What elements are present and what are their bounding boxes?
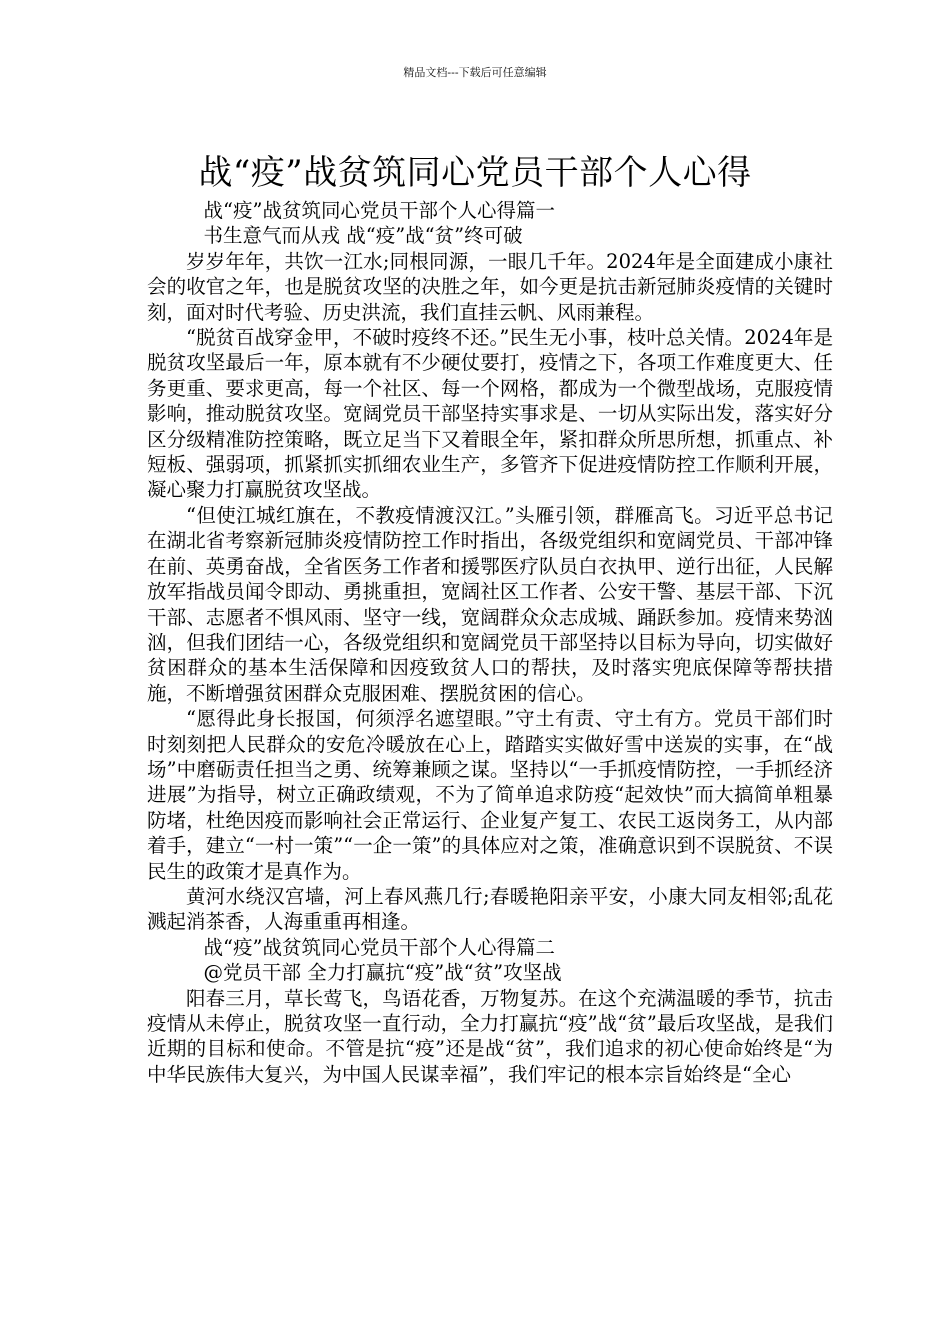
body-paragraph: 阳春三月，草长莺飞，鸟语花香，万物复苏。在这个充满温暖的季节，抗击疫情从未停止，脱贫攻坚一直行动，全力打赢抗“疫”战“贫”最后攻坚战，是我们近期的目标和使命。不管是抗“疫”还是战“贫”，我们追求的初心使命始终是“为中华民族伟大复兴，为中国人民谋幸福”，我们牢记的根本宗旨始终是“全心	[147, 986, 833, 1086]
document-body	[147, 198, 833, 1087]
body-paragraph: 岁岁年年，共饮一江水;同根同源，一眼几千年。2024年是全面建成小康社会的收官之年，也是脱贫攻坚的决胜之年，如今更是抗击新冠肺炎疫情的关键时刻，面对时代考验、历史洪流，我们直挂云帆、风雨兼程。	[147, 249, 833, 324]
section-subheading: 书生意气而从戎 战“疫”战“贫”终可破	[203, 224, 523, 248]
body-paragraph: 黄河水绕汉宫墙，河上春风燕几行;春暖艳阳亲平安，小康大同友相邻;乱花溅起消茶香，人海重重再相逢。	[147, 884, 833, 934]
body-paragraph: “脱贫百战穿金甲，不破时疫终不还。”民生无小事，枝叶总关情。2024年是脱贫攻坚最后一年，原本就有不少硬仗要打，疫情之下，各项工作难度更大、任务更重、要求更高，每一个社区、每一个网格，都成为一个微型战场，克服疫情影响，推动脱贫攻坚。宽阔党员干部坚持实事求是、一切从实际出发，落实好分区分级精准防控策略，既立足当下又着眼全年，紧扣群众所思所想，抓重点、补短板、强弱项，抓紧抓实抓细农业生产，多管齐下促进疫情防控工作顺利开展，凝心聚力打赢脱贫攻坚战。	[147, 326, 833, 502]
section-subheading: @党员干部 全力打赢抗“疫”战“贫”攻坚战	[203, 961, 562, 985]
document-title: 战“疫”战贫筑同心党员干部个人心得	[198, 152, 752, 193]
header-note: 精品文档---下载后可任意编辑	[403, 66, 547, 79]
body-paragraph: “但使江城红旗在，不教疫情渡汉江。”头雁引领，群雁高飞。习近平总书记在湖北省考察新冠肺炎疫情防控工作时指出，各级党组织和宽阔党员、干部冲锋在前、英勇奋战，全省医务工作者和援鄂医疗队员白衣执甲、逆行出征，人民解放军指战员闻令即动、勇挑重担，宽阔社区工作者、公安干警、基层干部、下沉干部、志愿者不惧风雨、坚守一线，宽阔群众众志成城、踊跃参加。疫情来势汹汹，但我们团结一心，各级党组织和宽阔党员干部坚持以目标为导向，切实做好贫困群众的基本生活保障和因疫致贫人口的帮扶，及时落实兜底保障等帮扶措施，不断增强贫困群众克服困难、摆脱贫困的信心。	[147, 503, 833, 705]
body-paragraph: “愿得此身长报国，何须浮名遮望眼。”守土有责、守土有方。党员干部们时时刻刻把人民群众的安危冷暖放在心上，踏踏实实做好雪中送炭的实事，在“战场”中磨砺责任担当之勇、统筹兼顾之谋。坚持以“一手抓疫情防控，一手抓经济进展”为指导，树立正确政绩观，不为了简单追求防疫“起效快”而大搞简单粗暴防堵，杜绝因疫而影响社会正常运行、企业复产复工、农民工返岗务工，从内部着手，建立“一村一策”“一企一策”的具体应对之策，准确意识到不误脱贫、不误民生的政策才是真作为。	[147, 707, 833, 883]
section-heading: 战“疫”战贫筑同心党员干部个人心得篇二	[203, 935, 555, 959]
section-heading: 战“疫”战贫筑同心党员干部个人心得篇一	[203, 199, 555, 222]
